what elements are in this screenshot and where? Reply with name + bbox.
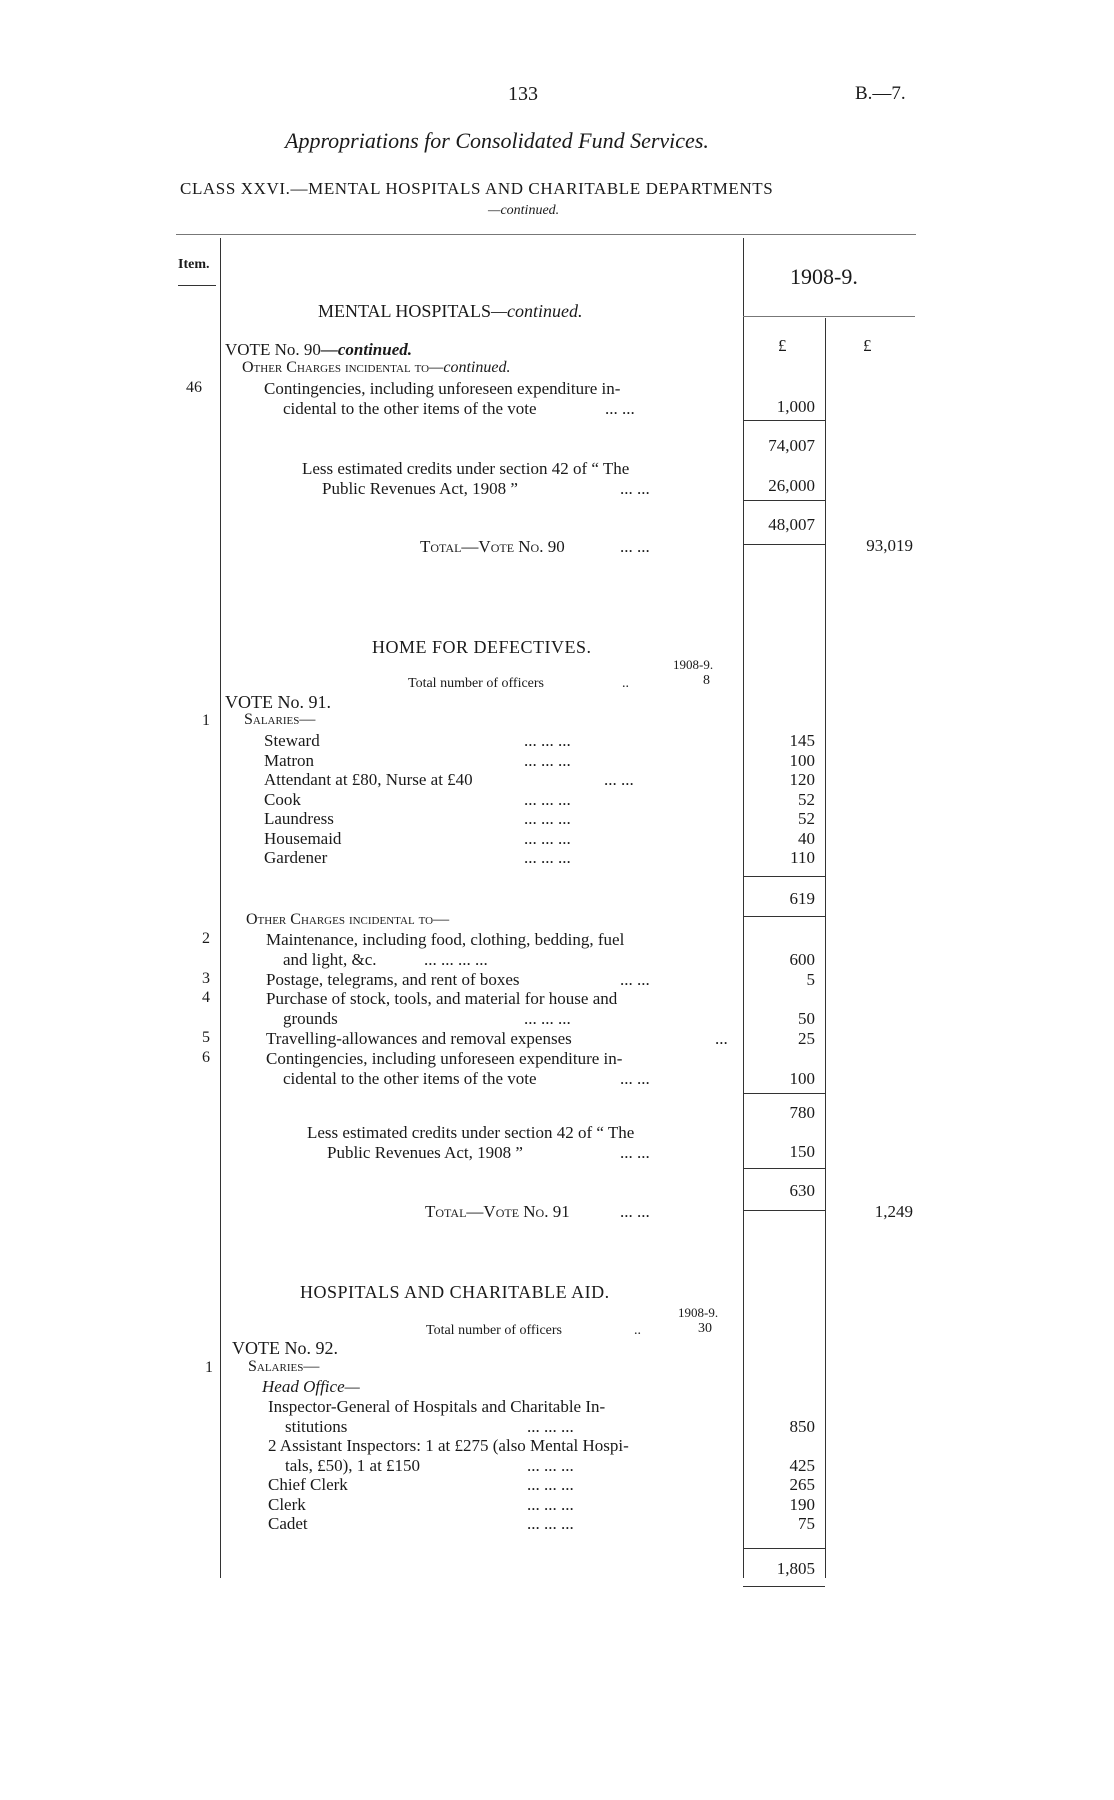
dot-leader: ... ... ... — [524, 828, 571, 848]
item-number: 3 — [202, 970, 210, 987]
salary-amount: 100 — [789, 750, 815, 770]
vote-91-label: VOTE No. 91. — [225, 692, 331, 712]
item-number: 6 — [202, 1049, 210, 1066]
salaries-subtotal-rule — [743, 876, 825, 877]
inspector-general-line-1: Inspector-General of Hospitals and Charitable In- — [268, 1397, 606, 1416]
salary-amount: 52 — [798, 809, 815, 828]
dot-leader: ... ... — [620, 537, 650, 556]
charge-line-2: cidental to the other items of the vote — [283, 1068, 537, 1088]
dot-leader: ... ... — [620, 1143, 650, 1162]
document-subtitle: Appropriations for Consolidated Fund Services. — [285, 128, 709, 153]
charge-line-2: grounds — [283, 1008, 338, 1028]
inspector-general-amount: 850 — [789, 1417, 815, 1436]
inspector-general-line-2: stitutions — [285, 1417, 348, 1436]
salaries-subtotal: 619 — [789, 889, 815, 908]
vote-90-label: VOTE No. 90—continued. — [225, 340, 413, 359]
charge-line-1: Travelling-allowances and removal expenses — [266, 1029, 572, 1048]
item-number: 1 — [205, 1359, 213, 1376]
salary-amount: 52 — [798, 789, 815, 809]
class-heading-continued: —continued. — [488, 203, 560, 218]
dot-leader: ... ... — [604, 770, 634, 789]
less-credits-amount: 26,000 — [768, 476, 815, 495]
item-number: 5 — [202, 1029, 210, 1046]
dot-leader: ... ... ... — [524, 789, 571, 809]
charges-subtotal-rule — [743, 1093, 825, 1094]
item-column-rule — [220, 238, 221, 1578]
dot-leader: ... ... ... — [527, 1494, 574, 1514]
officers-label: Total number of officers — [426, 1323, 562, 1338]
page-number: 133 — [508, 83, 538, 105]
year-underline — [743, 316, 915, 317]
less-credits-line-2: Public Revenues Act, 1908 ” — [322, 479, 518, 498]
salary-label: Cadet — [268, 1514, 308, 1533]
officers-label: Total number of officers — [408, 676, 544, 691]
vote-92-label: VOTE No. 92. — [232, 1338, 338, 1358]
dot-leader: ... ... ... — [524, 848, 571, 867]
amount-column-rule — [743, 238, 744, 1578]
salary-amount: 75 — [798, 1514, 815, 1533]
net-rule — [743, 1168, 825, 1169]
class-heading: CLASS XXVI.—MENTAL HOSPITALS AND CHARITABLE DEPARTMENTS — [180, 179, 774, 198]
less-credits-line-1: Less estimated credits under section 42 of “ The — [302, 459, 630, 478]
home-for-defectives-heading: HOME FOR DEFECTIVES. — [372, 637, 592, 657]
salary-label: Gardener — [264, 848, 328, 867]
salaries-total-underline — [743, 1586, 825, 1587]
salary-amount: 120 — [789, 770, 815, 789]
officers-year: 1908-9. — [678, 1305, 719, 1320]
charge-line-1: Postage, telegrams, and rent of boxes — [266, 970, 520, 989]
net-underline — [743, 544, 825, 545]
pound-label-1: £ — [778, 336, 787, 355]
other-charges-91-label: Other Charges incidental to— — [246, 911, 450, 928]
charge-amount: 50 — [798, 1008, 815, 1028]
officers-count: 30 — [698, 1321, 712, 1336]
less-credits-amount: 150 — [789, 1142, 815, 1161]
dot-leader: ... ... — [620, 479, 650, 498]
salary-label: Housemaid — [264, 828, 342, 848]
charge-line-1: Contingencies, including unforeseen expenditure in- — [266, 1049, 623, 1068]
mental-hospitals-heading: MENTAL HOSPITALS—continued. — [318, 301, 583, 321]
net-amount: 630 — [789, 1181, 815, 1200]
salaries-subtotal-underline — [743, 916, 825, 917]
salary-label: Matron — [264, 750, 315, 770]
dot-leader: ... ... — [605, 399, 635, 418]
assistant-inspectors-amount: 425 — [789, 1456, 815, 1475]
pound-label-2: £ — [863, 336, 872, 355]
charge-line-1: Maintenance, including food, clothing, bedding, fuel — [266, 930, 625, 949]
dot-leader: ... ... — [620, 1068, 650, 1088]
officers-year: 1908-9. — [673, 657, 714, 672]
charge-amount: 5 — [806, 970, 815, 989]
salaries-92-label: Salaries— — [248, 1358, 320, 1375]
dot-leader: ... ... ... — [524, 731, 571, 750]
head-office-label: Head Office— — [262, 1377, 360, 1396]
salary-amount: 40 — [798, 828, 815, 848]
total-vote-90-label: Total—Vote No. 90 — [420, 537, 565, 556]
item-number: 46 — [186, 379, 202, 396]
salary-label: Attendant at £80, Nurse at £40 — [264, 770, 473, 789]
salary-label: Cook — [264, 789, 301, 809]
total-column-rule — [825, 318, 826, 1578]
dot-leader: ... ... ... — [524, 750, 571, 770]
less-credits-line-1: Less estimated credits under section 42 of “ The — [307, 1123, 635, 1142]
salaries-total: 1,805 — [776, 1559, 815, 1578]
subtotal-rule — [743, 420, 825, 421]
charge-line-2: and light, &c. — [283, 949, 377, 969]
salaries-total-rule — [743, 1548, 825, 1549]
dot-leader: .. — [634, 1323, 641, 1338]
salary-amount: 110 — [790, 848, 815, 867]
item-underline — [178, 285, 216, 286]
salary-label: Steward — [264, 731, 320, 750]
dot-leader: ... ... ... ... — [424, 949, 488, 969]
contingencies-line-1: Contingencies, including unforeseen expenditure in- — [264, 379, 621, 398]
item-column-label: Item. — [178, 257, 210, 272]
dot-leader: ... ... — [620, 970, 650, 989]
dot-leader: ... ... ... — [527, 1514, 574, 1533]
other-charges-90-label: Other Charges incidental to—continued. — [242, 359, 511, 376]
dot-leader: ... ... ... — [527, 1456, 574, 1475]
net-rule — [743, 500, 825, 501]
charge-amount: 600 — [789, 949, 815, 969]
item-number: 4 — [202, 989, 210, 1006]
salary-amount: 145 — [789, 731, 815, 750]
dot-leader: ... ... ... — [527, 1417, 574, 1436]
table-top-rule — [176, 234, 916, 235]
contingencies-amount: 1,000 — [776, 397, 815, 416]
contingencies-line-2: cidental to the other items of the vote — [283, 399, 537, 418]
dot-leader: ... ... ... — [524, 809, 571, 828]
salary-amount: 265 — [789, 1475, 815, 1494]
salary-label: Chief Clerk — [268, 1475, 348, 1494]
document-reference: B.—7. — [855, 83, 906, 104]
charge-amount: 25 — [798, 1029, 815, 1048]
assistant-inspectors-line-1: 2 Assistant Inspectors: 1 at £275 (also Mental Hospi- — [268, 1436, 629, 1455]
salary-label: Laundress — [264, 809, 334, 828]
net-underline — [743, 1210, 825, 1211]
charge-amount: 100 — [789, 1068, 815, 1088]
year-column-label: 1908-9. — [790, 264, 858, 289]
net-amount: 48,007 — [768, 515, 815, 534]
dot-leader: ... ... — [620, 1202, 650, 1221]
total-vote-91-amount: 1,249 — [874, 1202, 913, 1221]
charge-line-1: Purchase of stock, tools, and material for house and — [266, 989, 618, 1008]
total-vote-91-label: Total—Vote No. 91 — [425, 1202, 570, 1221]
item-number: 2 — [202, 930, 210, 947]
total-vote-90-amount: 93,019 — [866, 536, 913, 555]
hospitals-charitable-aid-heading: HOSPITALS AND CHARITABLE AID. — [300, 1282, 610, 1302]
salary-amount: 190 — [789, 1494, 815, 1514]
dot-leader: ... — [715, 1029, 728, 1048]
assistant-inspectors-line-2: tals, £50), 1 at £150 — [285, 1456, 421, 1475]
officers-count: 8 — [703, 673, 710, 688]
salary-label: Clerk — [268, 1494, 306, 1514]
dot-leader: ... ... ... — [527, 1475, 574, 1494]
salaries-91-label: Salaries— — [244, 711, 316, 728]
dot-leader: ... ... ... — [524, 1008, 571, 1028]
charges-subtotal: 780 — [789, 1103, 815, 1122]
less-credits-line-2: Public Revenues Act, 1908 ” — [327, 1143, 523, 1162]
item-number: 1 — [202, 712, 210, 729]
subtotal-amount: 74,007 — [768, 436, 815, 455]
dot-leader: .. — [622, 676, 629, 691]
